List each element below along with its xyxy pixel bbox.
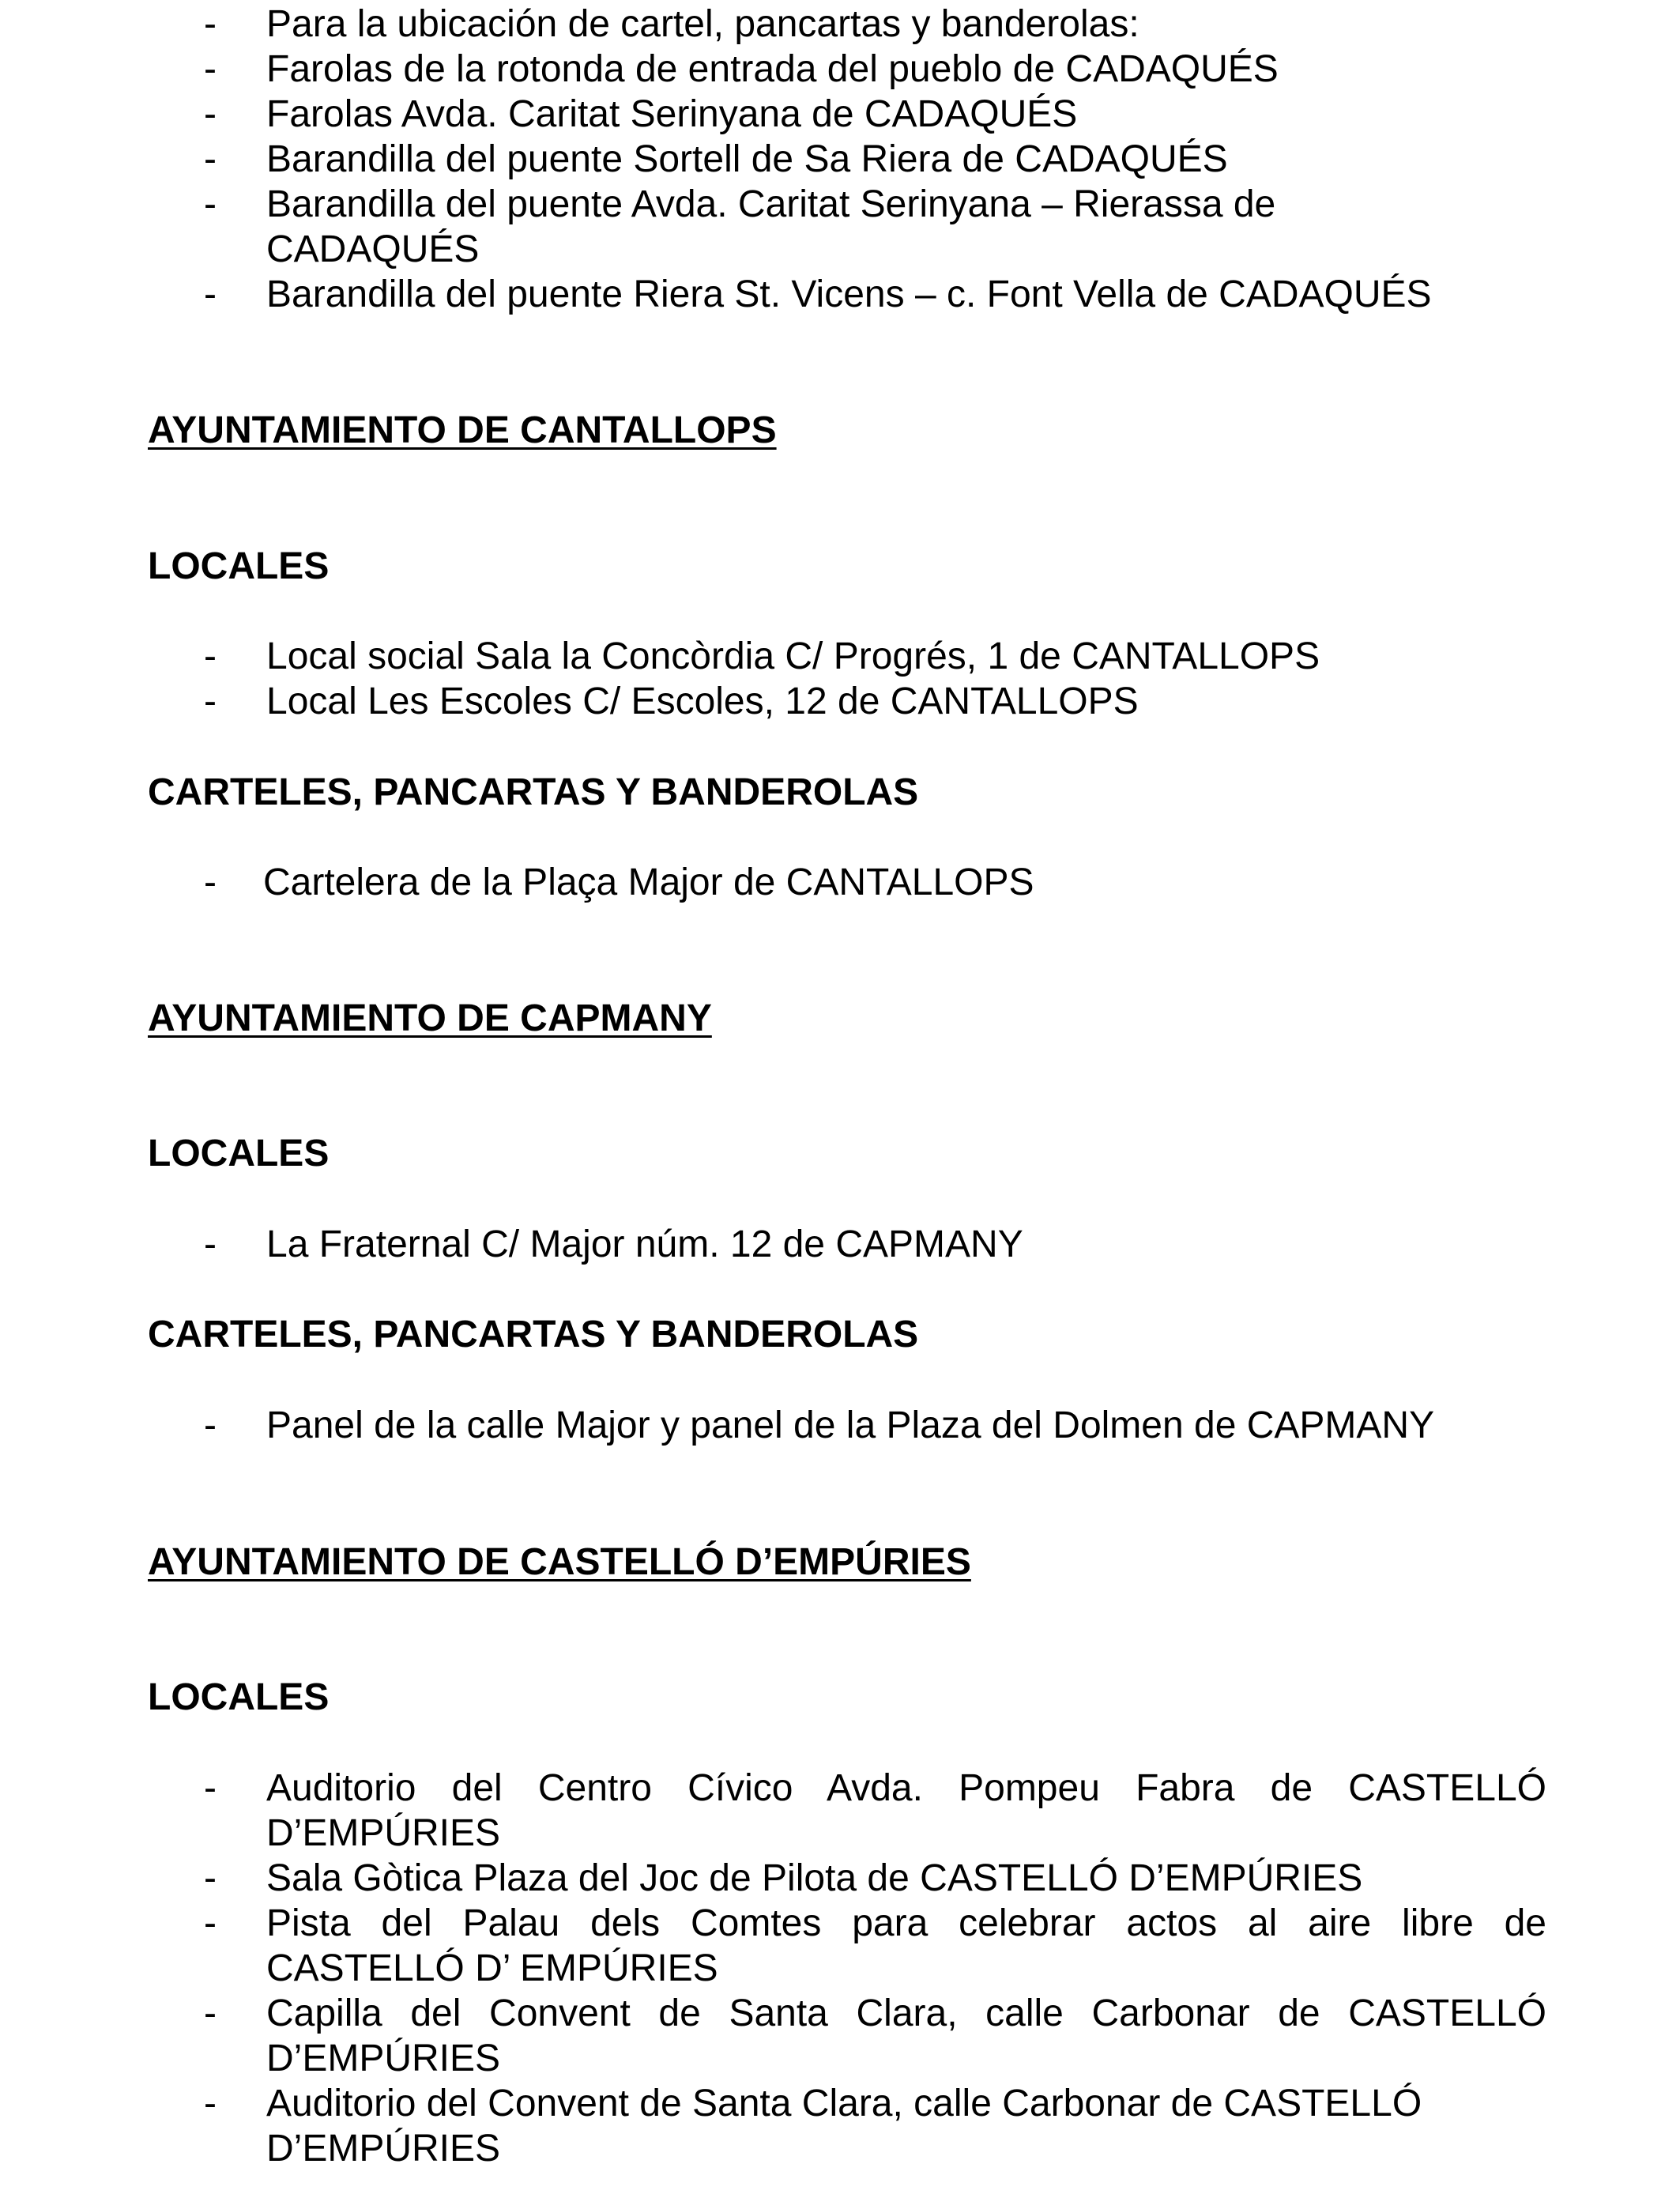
bullet-dash: - xyxy=(204,1767,217,1809)
bullet-dash: - xyxy=(204,183,217,225)
carteles-heading: CARTELES, PANCARTAS Y BANDEROLAS xyxy=(148,771,919,813)
bullet-dash: - xyxy=(204,48,217,90)
bullet-dash: - xyxy=(204,138,217,180)
bullet-dash: - xyxy=(204,1992,217,2034)
bullet-dash: - xyxy=(204,3,217,45)
list-item-continuation: D’EMPÚRIES xyxy=(266,1812,501,1854)
list-item: Panel de la calle Major y panel de la Plaza del Dolmen de CAPMANY xyxy=(266,1404,1435,1446)
locales-heading: LOCALES xyxy=(148,545,330,587)
bullet-dash: - xyxy=(204,2083,217,2124)
section-title-cantallops: AYUNTAMIENTO DE CANTALLOPS xyxy=(148,409,777,451)
bullet-dash: - xyxy=(204,1902,217,1944)
bullet-dash: - xyxy=(204,93,217,135)
list-item: Para la ubicación de cartel, pancartas y banderolas: xyxy=(266,3,1139,45)
bullet-dash: - xyxy=(204,1223,217,1265)
list-item: Farolas de la rotonda de entrada del pueblo de CADAQUÉS xyxy=(266,48,1279,90)
carteles-heading: CARTELES, PANCARTAS Y BANDEROLAS xyxy=(148,1314,919,1355)
list-item: Barandilla del puente Avda. Caritat Serinyana – Rierassa de xyxy=(266,183,1276,225)
section-title-castello: AYUNTAMIENTO DE CASTELLÓ D’EMPÚRIES xyxy=(148,1541,971,1583)
bullet-dash: - xyxy=(204,1404,217,1446)
list-item: La Fraternal C/ Major núm. 12 de CAPMANY xyxy=(266,1223,1023,1265)
list-item-continuation: D’EMPÚRIES xyxy=(266,2128,501,2169)
bullet-dash: - xyxy=(204,635,217,677)
list-item: Capilla del Convent de Santa Clara, calle Carbonar de CASTELLÓ xyxy=(266,1992,1546,2034)
bullet-dash: - xyxy=(204,861,217,903)
list-item-continuation: CASTELLÓ D’ EMPÚRIES xyxy=(266,1947,718,1989)
list-item: Sala Gòtica Plaza del Joc de Pilota de CASTELLÓ D’EMPÚRIES xyxy=(266,1857,1363,1899)
list-item: Auditorio del Centro Cívico Avda. Pompeu Fabra de CASTELLÓ xyxy=(266,1767,1546,1809)
locales-heading: LOCALES xyxy=(148,1676,330,1718)
list-item: Local Les Escoles C/ Escoles, 12 de CANTALLOPS xyxy=(266,680,1139,722)
list-item-continuation: D’EMPÚRIES xyxy=(266,2038,501,2079)
section-title-capmany: AYUNTAMIENTO DE CAPMANY xyxy=(148,997,712,1039)
list-item: Farolas Avda. Caritat Serinyana de CADAQUÉS xyxy=(266,93,1078,135)
list-item: Barandilla del puente Riera St. Vicens – c. Font Vella de CADAQUÉS xyxy=(266,273,1432,315)
list-item: Cartelera de la Plaça Major de CANTALLOPS xyxy=(263,861,1034,903)
list-item: Pista del Palau dels Comtes para celebrar actos al aire libre de xyxy=(266,1902,1546,1944)
list-item: Barandilla del puente Sortell de Sa Riera de CADAQUÉS xyxy=(266,138,1228,180)
list-item-continuation: CADAQUÉS xyxy=(266,228,480,270)
bullet-dash: - xyxy=(204,1857,217,1899)
list-item: Local social Sala la Concòrdia C/ Progrés, 1 de CANTALLOPS xyxy=(266,635,1320,677)
list-item: Auditorio del Convent de Santa Clara, calle Carbonar de CASTELLÓ xyxy=(266,2083,1422,2124)
bullet-dash: - xyxy=(204,680,217,722)
locales-heading: LOCALES xyxy=(148,1133,330,1174)
bullet-dash: - xyxy=(204,273,217,315)
